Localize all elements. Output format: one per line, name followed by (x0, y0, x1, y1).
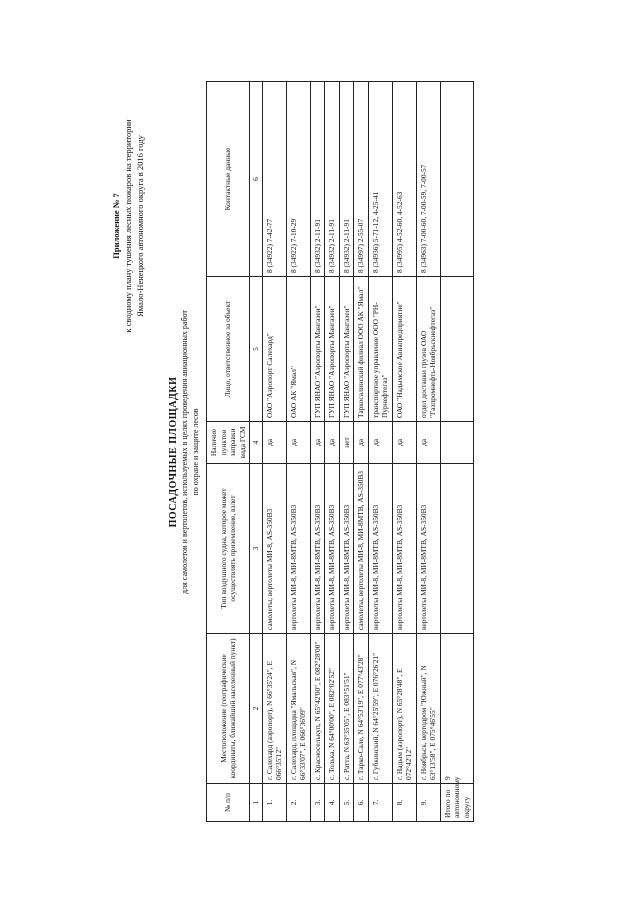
total-empty (440, 464, 474, 634)
row-responsible: Таркосалинский филиал ООО АК "Ямал" (354, 277, 369, 422)
table-row (262, 82, 286, 822)
row-responsible: ГУП ЯНАО "Аэропорты Мангазеи" (325, 277, 340, 422)
table-row (392, 82, 416, 822)
document-title: ПОСАДОЧНЫЕ ПЛОЩАДКИ (168, 376, 179, 528)
header-contacts: Контактные данные (207, 82, 250, 277)
annex-line-2: Ямало-Ненецкого автономного округа в 2016 году (135, 135, 145, 317)
row-aircraft-type: вертолеты МИ-8, МИ-8МТВ, AS-350B3 (325, 464, 340, 634)
row-fuel: да (354, 422, 369, 464)
row-location: г. Губкинский, N 64°25'59", E 076°26'21" (368, 634, 392, 784)
total-row (440, 82, 474, 822)
table-row (368, 82, 392, 822)
document-subtitle-1: для самолетов и вертолетов, используемых в целях проведения авиационных работ (180, 310, 189, 594)
table-row (310, 82, 325, 822)
annex-line-1: к сводному плану тушения лесных пожаров на территории (123, 119, 133, 333)
row-location: г. Ноябрьск, вертодром "Южный", N 63°13'58", E 075°46'55" (416, 634, 440, 784)
row-contacts: 8 (34932) 2-11-91 (310, 82, 325, 277)
landing-sites-table (206, 81, 474, 822)
row-aircraft-type: вертолеты МИ-8, МИ-8МТВ, AS-350B3 (416, 464, 440, 634)
row-fuel: да (392, 422, 416, 464)
header-aircraft-type: Тип воздушного судна, которое может осуществлять приземление, взлет (207, 464, 250, 634)
index-cell: 2 (250, 634, 263, 784)
header-responsible: Лицо, ответственное за объект (207, 277, 250, 422)
row-responsible: ОАО "Аэропорт Салехард" (262, 277, 286, 422)
row-location: с. Красноселькуп, N 65°42'00", E 082°28'00" (310, 634, 325, 784)
table-row (416, 82, 440, 822)
row-fuel: да (368, 422, 392, 464)
index-cell: 5 (250, 277, 263, 422)
row-contacts: 8 (34922) 7-42-77 (262, 82, 286, 277)
row-responsible: ГУП ЯНАО "Аэропорты Мангазеи" (339, 277, 354, 422)
row-fuel: да (310, 422, 325, 464)
total-value: 9 (440, 634, 474, 784)
row-number: 7. (368, 784, 392, 822)
row-contacts: 8 (34932) 2-11-91 (339, 82, 354, 277)
total-empty (440, 82, 474, 277)
table-row (339, 82, 354, 822)
row-fuel: да (286, 422, 310, 464)
row-location: с. Ратта, N 63°35'05", E 083°51'51" (339, 634, 354, 784)
row-responsible: транспортное управление ООО "РН-Пурнефтегаз" (368, 277, 392, 422)
table-header-row (207, 82, 250, 822)
row-contacts: 8 (34995) 4-52-60, 4-52-63 (392, 82, 416, 277)
header-fuel: Наличие пунктов заправки вида ГСМ (207, 422, 250, 464)
total-empty (440, 422, 474, 464)
total-label: Итого по автономному округу (440, 784, 474, 822)
header-location: Местоположение (географические координаты, ближайший населенный пункт) (207, 634, 250, 784)
row-number: 4. (325, 784, 340, 822)
row-contacts: 8 (34997) 2-55-07 (354, 82, 369, 277)
row-responsible: ОАО АК "Ямал" (286, 277, 310, 422)
row-contacts: 8 (34963) 7-00-60, 7-00-59, 7-00-57 (416, 82, 440, 277)
row-location: г. Тарко-Сале, N 64°53'19", E 077°43'28" (354, 634, 369, 784)
row-responsible: ОАО "Надымское Авиапредприятие" (392, 277, 416, 422)
row-number: 2. (286, 784, 310, 822)
row-number: 8. (392, 784, 416, 822)
row-aircraft-type: самолеты, вертолеты МИ-8, МИ-8МТВ, AS-350B3 (354, 464, 369, 634)
document-subtitle-2: по охране и защите лесов (191, 408, 200, 496)
table-row (325, 82, 340, 822)
index-cell: 4 (250, 422, 263, 464)
row-location: с. Толька, N 64°00'00", E 082°02'52" (325, 634, 340, 784)
row-fuel: нет (339, 422, 354, 464)
table-index-row (250, 82, 263, 822)
header-number: № п/п (207, 784, 250, 822)
row-number: 3. (310, 784, 325, 822)
row-number: 9. (416, 784, 440, 822)
row-location: г. Салехард, площадка "Ямальская", N 66°33'07", E 066°36'09" (286, 634, 310, 784)
row-contacts: 8 (34936) 5-71-12, 4-25-41 (368, 82, 392, 277)
row-number: 1. (262, 784, 286, 822)
table-row (286, 82, 310, 822)
row-number: 5. (339, 784, 354, 822)
row-fuel: да (416, 422, 440, 464)
document-page (110, 72, 530, 832)
row-fuel: да (262, 422, 286, 464)
index-cell: 1 (250, 784, 263, 822)
row-location: г. Салехард (аэропорт), N 66°35'24", E 066°35'12" (262, 634, 286, 784)
row-aircraft-type: вертолеты МИ-8, МИ-8МТВ, AS-350B3 (310, 464, 325, 634)
annex-header (110, 96, 146, 356)
title-block (168, 192, 201, 712)
row-contacts: 8 (34922) 7-10-29 (286, 82, 310, 277)
row-aircraft-type: вертолеты МИ-8, МИ-8МТВ, AS-350B3 (368, 464, 392, 634)
row-number: 6. (354, 784, 369, 822)
row-location: г. Надым (аэропорт), N 65°28'48", E 072°42'12" (392, 634, 416, 784)
row-aircraft-type: вертолеты МИ-8, МИ-8МТВ, AS-350B3 (392, 464, 416, 634)
row-responsible: отдел доставки грузов ОАО "Газпромнефть-Ноябрьскнефтегаз" (416, 277, 440, 422)
annex-number: Приложение № 7 (111, 193, 121, 259)
row-responsible: ГУП ЯНАО "Аэропорты Мангазеи" (310, 277, 325, 422)
row-contacts: 8 (34932) 2-11-91 (325, 82, 340, 277)
row-fuel: да (325, 422, 340, 464)
row-aircraft-type: вертолеты МИ-8, МИ-8МТВ, AS-350B3 (286, 464, 310, 634)
row-aircraft-type: вертолеты МИ-8, МИ-8МТВ, AS-350B3 (339, 464, 354, 634)
row-aircraft-type: самолеты, вертолеты МИ-8, AS-350B3 (262, 464, 286, 634)
index-cell: 6 (250, 82, 263, 277)
total-empty (440, 277, 474, 422)
index-cell: 3 (250, 464, 263, 634)
table-row (354, 82, 369, 822)
